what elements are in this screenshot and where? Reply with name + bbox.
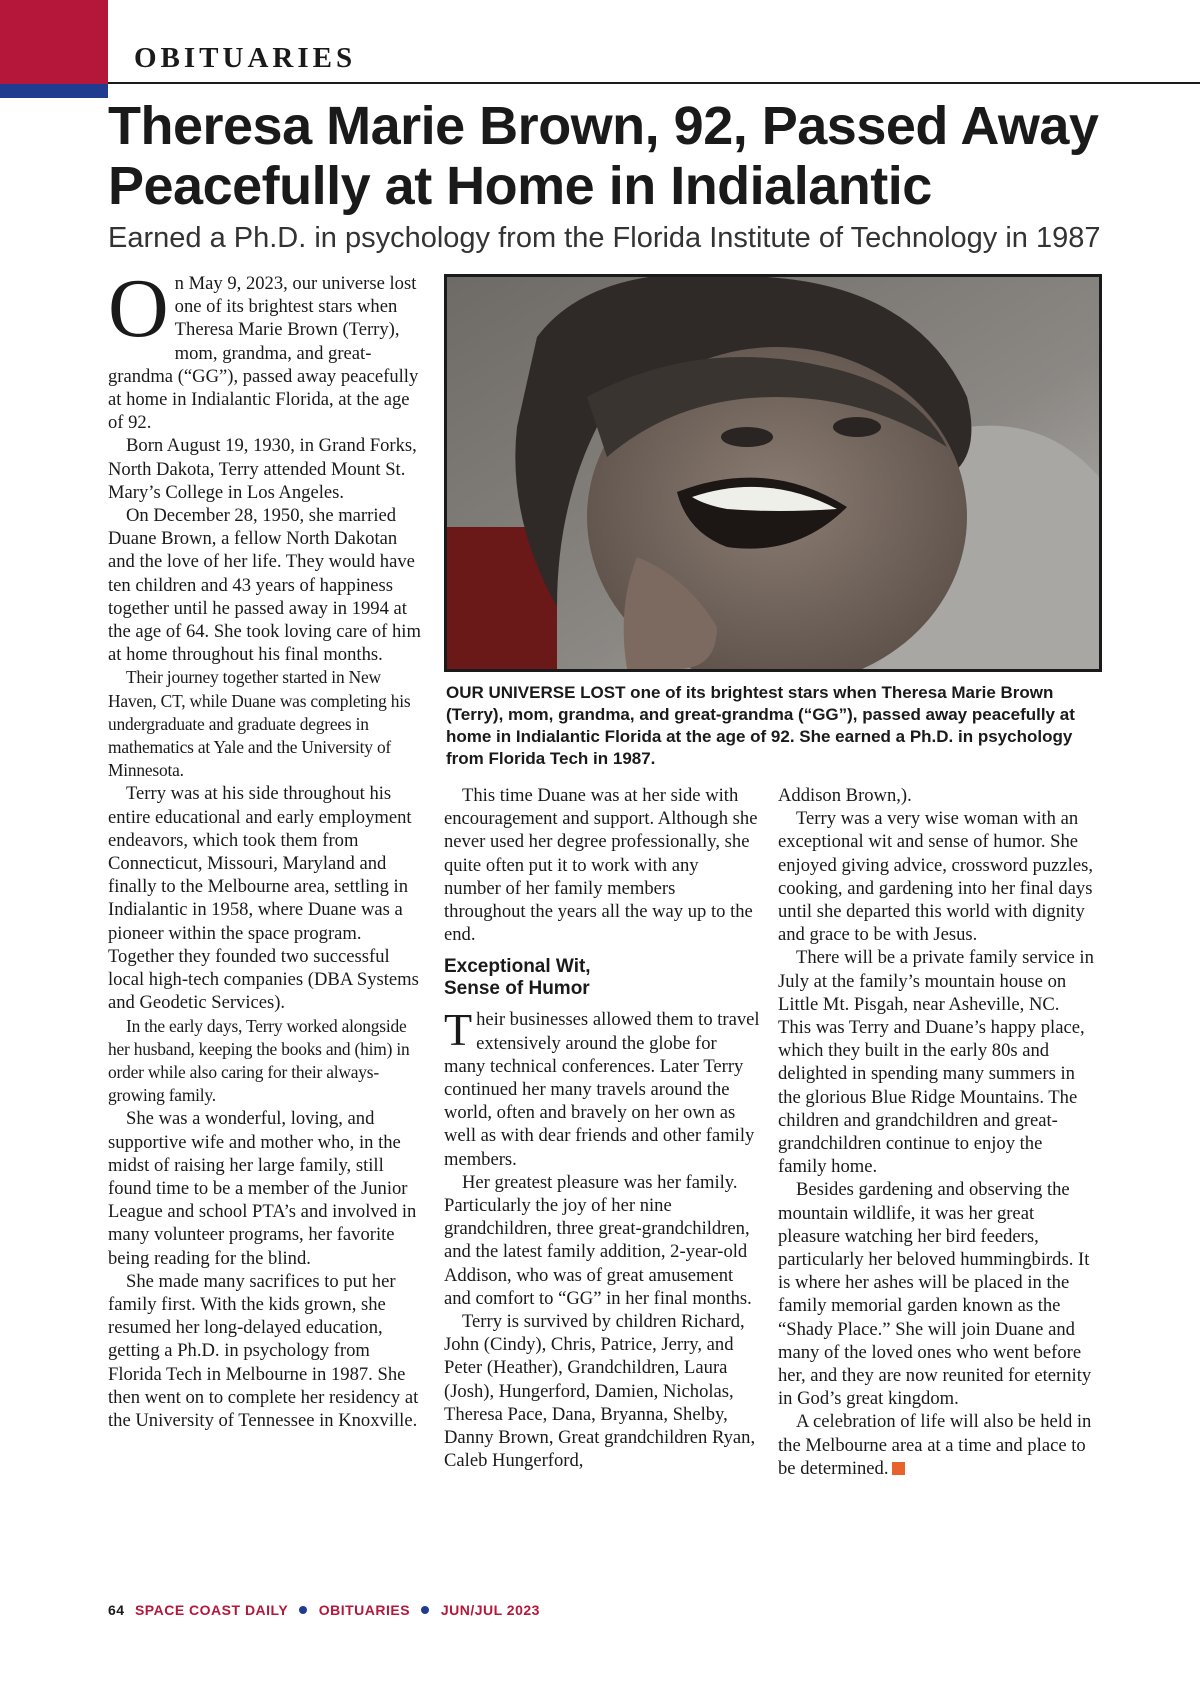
paragraph: There will be a private family service in July at the family’s mountain house on Little Mt. Pisgah, near Asheville, NC. This was Terry and Duane’s happy place, which they built in the early 80s and delighted in spending many summers in the glorious Blue Ridge Mountains. The children and grandchildren and great-grandchildren continue to enjoy the family home.	[778, 947, 1094, 1178]
section-subhead: Exceptional Wit, Sense of Humor	[444, 956, 591, 1000]
section-accent-bar	[0, 84, 108, 98]
issue-date: JUN/JUL 2023	[440, 1602, 540, 1618]
page-number: 64	[108, 1602, 125, 1618]
paragraph: Terry was a very wise woman with an exceptional wit and sense of humor. She enjoyed giving advice, crossword puzzles, cooking, and gardening into her final days until she departed this world with dignity and grace to be with Jesus.	[778, 808, 1093, 946]
publication-name: SPACE COAST DAILY	[134, 1602, 288, 1618]
header-rule	[108, 82, 1200, 84]
paragraph: Her greatest pleasure was her family. Particularly the joy of her nine grandchildren, three great-grandchildren, and the latest family addition, 2-year-old Addison, who was of great amusement and comfort to “GG” in her final months.	[444, 1171, 752, 1309]
paragraph: Their businesses allowed them to travel extensively around the globe for many technical conferences. Later Terry continued her many travels around the world, often and bravely on her own as well as with dear friends and other family members.	[444, 1004, 760, 1170]
section-color-block	[0, 0, 108, 84]
paragraph: In the early days, Terry worked alongside her husband, keeping the books and (him) in order while also caring for their always-growing family.	[108, 1015, 410, 1106]
section-label: OBITUARIES	[134, 42, 357, 74]
footer-section: OBITUARIES	[318, 1602, 411, 1618]
paragraph: Terry is survived by children Richard, John (Cindy), Chris, Patrice, Jerry, and Peter (Heather), Grandchildren, Laura (Josh), Hungerford, Damien, Nicholas, Theresa Pace, Dana, Bryanna, Shelby, Danny Brown, Great grandchildren Ryan, Caleb Hungerford,	[444, 1311, 756, 1472]
article-headline: Theresa Marie Brown, 92, Passed Away Peacefully at Home in Indialantic	[108, 96, 1099, 216]
portrait-photo-icon	[447, 277, 1099, 669]
drop-cap: T	[444, 1004, 473, 1056]
article-deck: Earned a Ph.D. in psychology from the Florida Institute of Technology in 1987	[108, 222, 1101, 254]
article-column-1	[108, 262, 426, 1432]
paragraph: On May 9, 2023, our universe lost one of its brightest stars when Theresa Marie Brown (Terry), mom, grandma, and great-grandma (“GG”), passed away peacefully at home in Indialantic Florida, at the age of 92.	[108, 262, 419, 434]
paragraph: She made many sacrifices to put her family first. With the kids grown, she resumed her long-delayed education, getting a Ph.D. in psychology from Florida Tech in Melbourne in 1987. She then went on to complete her residency at the University of Tennessee in Knoxville.	[108, 1270, 419, 1431]
bullet-icon	[421, 1606, 429, 1614]
paragraph: A celebration of life will also be held in the Melbourne area at a time and place to be determined.	[778, 1411, 1092, 1479]
photo-caption: OUR UNIVERSE LOST one of its brightest stars when Theresa Marie Brown (Terry), mom, grandma, and great-grandma (“GG”), passed away peacefully at home in Indialantic Florida at the age of 92. She earned a Ph.D. in psychology from Florida Tech in 1987.	[446, 683, 1075, 768]
page-footer	[108, 1602, 540, 1618]
paragraph: Their journey together started in New Haven, CT, while Duane was completing his undergraduate and graduate degrees in mathematics at Yale and the University of Minnesota.	[108, 667, 411, 781]
paragraph: Besides gardening and observing the mountain wildlife, it was her great pleasure watching her bird feeders, particularly her beloved hummingbirds. It is where her ashes will be placed in the family memorial garden known as the “Shady Place.” She will join Duane and many of the loved ones who went before her, and they are now reunited for eternity in God’s great kingdom.	[778, 1179, 1092, 1410]
article-column-2	[444, 784, 760, 1472]
paragraph: Terry was at his side throughout his entire educational and early employment endeavors, which took them from Connecticut, Missouri, Maryland and finally to the Melbourne area, settling in Indialantic in 1958, where Duane was a pioneer within the space program. Together they founded two successful local high-tech companies (DBA Systems and Geodetic Services).	[108, 783, 419, 1014]
paragraph: On December 28, 1950, she married Duane Brown, a fellow North Dakotan and the love of her life. They would have ten children and 43 years of happiness together until he passed away in 1994 at the age of 64. She took loving care of him at home throughout his final months.	[108, 505, 421, 666]
bullet-icon	[299, 1606, 307, 1614]
paragraph: Addison Brown,).	[778, 785, 912, 806]
paragraph: She was a wonderful, loving, and supportive wife and mother who, in the midst of raising her large family, still found time to be a member of the Junior League and school PTA’s and involved in many volunteer programs, her favorite being reading for the blind.	[108, 1108, 417, 1269]
paragraph: This time Duane was at her side with encouragement and support. Although she never used her degree professionally, she quite often put it to work with any number of her family members throughout the years all the way up to the end.	[444, 785, 758, 946]
portrait-photo	[444, 274, 1102, 672]
drop-cap: O	[108, 262, 169, 355]
paragraph: Born August 19, 1930, in Grand Forks, North Dakota, Terry attended Mount St. Mary’s College in Los Angeles.	[108, 435, 417, 503]
article-column-3	[778, 784, 1094, 1480]
end-mark-icon	[892, 1462, 905, 1475]
